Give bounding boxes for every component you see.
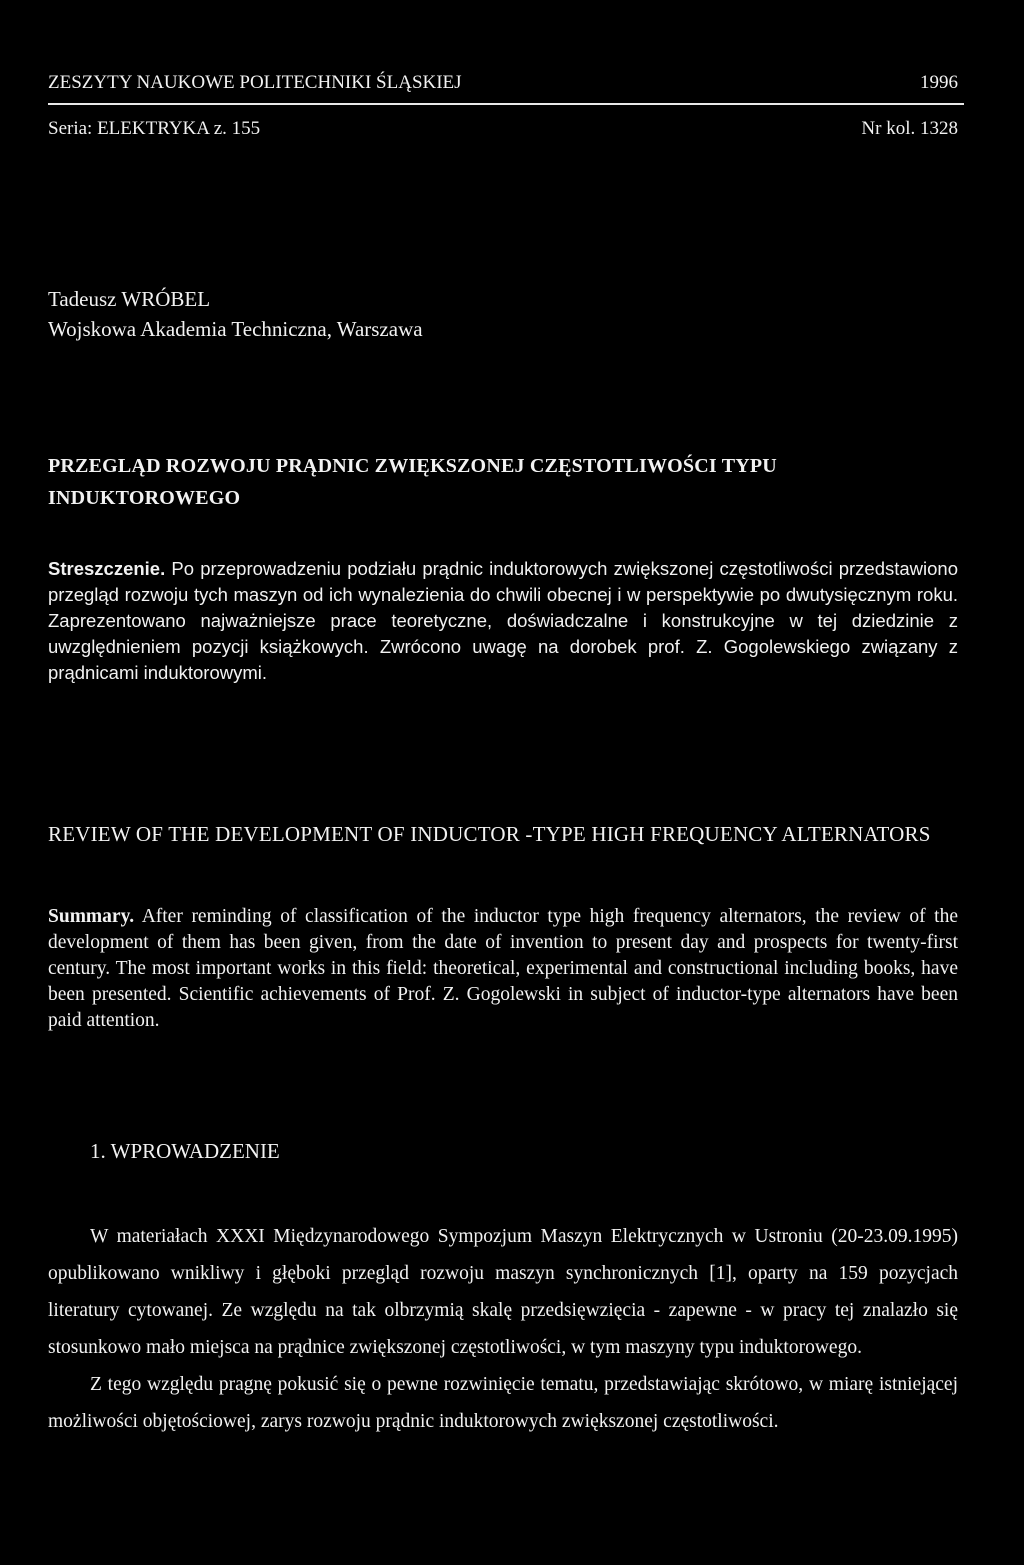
title-english: REVIEW OF THE DEVELOPMENT OF INDUCTOR -TYPE HIGH FREQUENCY ALTERNATORS	[48, 822, 931, 846]
body-paragraph: Z tego względu pragnę pokusić się o pewne rozwinięcie tematu, przedstawiając skrótowo, w miarę istniejącej możliwości objętościowej, zarys rozwoju prądnic induktorowych zwiększonej częstotliwości.	[48, 1374, 958, 1432]
abstract-english	[48, 904, 958, 1034]
author-block	[48, 284, 423, 344]
series-info: Seria: ELEKTRYKA z. 155	[48, 118, 261, 139]
header-rule	[48, 103, 964, 105]
abstract-english-text: After reminding of classification of the inductor type high frequency alternators, the review of the development of them has been given, from the date of invention to present day and prospects for twenty-first century. The most important works in this field: theoretical, experimental and constructional including books, have been presented. Scientific achievements of Prof. Z. Gogolewski in subject of inductor-type alternators have been paid attention.	[48, 906, 958, 1031]
abstract-polish	[48, 556, 958, 686]
series-header	[48, 118, 958, 140]
abstract-english-lead: Summary.	[48, 906, 135, 927]
section-heading: 1. WPROWADZENIE	[90, 1139, 280, 1163]
title-polish: PRZEGLĄD ROZWOJU PRĄDNIC ZWIĘKSZONEJ CZĘSTOTLIWOŚCI TYPU INDUKTOROWEGO	[48, 455, 777, 509]
journal-header	[48, 72, 958, 94]
journal-name: ZESZYTY NAUKOWE POLITECHNIKI ŚLĄSKIEJ	[48, 72, 462, 93]
author-affiliation: Wojskowa Akademia Techniczna, Warszawa	[48, 317, 423, 341]
abstract-polish-text: Po przeprowadzeniu podziału prądnic induktorowych zwiększonej częstotliwości przedstawiono przegląd rozwoju tych maszyn od ich wynalezienia do chwili obecnej i w perspektywie po dwutysięcznym roku. Zaprezentowano najważniejsze prace teoretyczne, doświadczalne i konstrukcyjne w tej dziedzinie z uwzględnieniem pozycji książkowych. Zwrócono uwagę na dorobek prof. Z. Gogolewskiego związany z prądnicami induktorowymi.	[48, 558, 958, 683]
body-paragraph: W materiałach XXXI Międzynarodowego Sympozjum Maszyn Elektrycznych w Ustroniu (20-23.09.1995) opublikowano wnikliwy i głęboki przegląd rozwoju maszyn synchronicznych [1], oparty na 159 pozycjach literatury cytowanej. Ze względu na tak olbrzymią skalę przedsięwzięcia - zapewne - w pracy tej znalazło się stosunkowo mało miejsca na prądnice zwiększonej częstotliwości, w tym maszyny typu induktorowego.	[48, 1226, 958, 1358]
issue-number: Nr kol. 1328	[861, 118, 958, 139]
section-body	[48, 1218, 958, 1440]
paper-page	[48, 0, 958, 1565]
author-name: Tadeusz WRÓBEL	[48, 287, 211, 311]
journal-year: 1996	[920, 72, 958, 93]
abstract-polish-lead: Streszczenie.	[48, 558, 166, 579]
